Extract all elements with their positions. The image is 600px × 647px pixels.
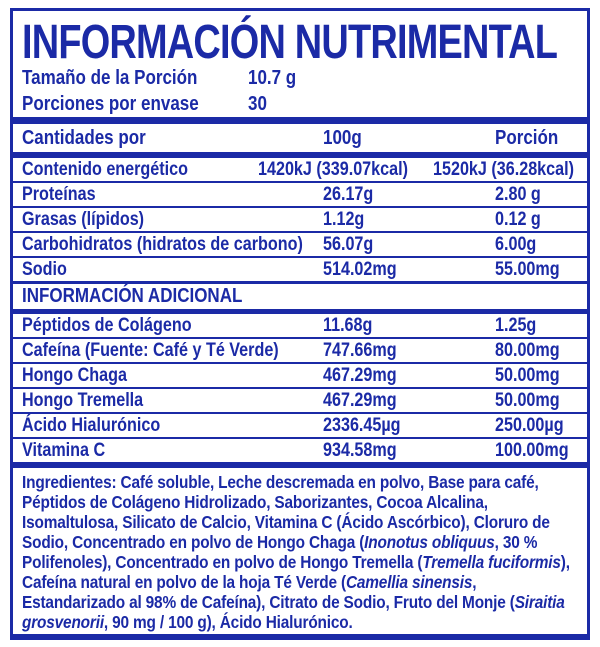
column-header-portion: Porción (495, 126, 559, 149)
row-per100-value: 1420kJ (339.07kcal) (258, 158, 408, 180)
row-portion-value: 55.00mg (495, 258, 560, 280)
table-row (22, 389, 578, 412)
row-label: Carbohidratos (hidratos de carbono) (22, 233, 303, 255)
additional-section-header (22, 284, 578, 309)
row-label: Péptidos de Colágeno (22, 314, 192, 336)
row-per100-value: 467.29mg (323, 389, 397, 411)
row-portion-value: 80.00mg (495, 339, 560, 361)
table-row (22, 314, 578, 337)
page-title (22, 16, 578, 69)
row-per100-value: 514.02mg (323, 258, 397, 280)
row-per100-value: 56.07g (323, 233, 374, 255)
row-portion-value: 0.12 g (495, 208, 541, 230)
row-portion-value: 1.25g (495, 314, 537, 336)
ingredients-paragraph: Ingredientes: Café soluble, Leche descremada en polvo, Base para café, Péptidos de Colágeno Hidrolizado, Saborizantes, Cocoa Alcalina, Isomaltulosa, Silicato de Calcio, Vitamina C (Ácido Ascórbico), Cloruro de Sodio, Concentrado en polvo de Hongo Chaga (Inonotus obliquus, 30 % Polifenoles), Concentrado en polvo de Hongo Tremella (Tremella fuciformis), Cafeína natural en polvo de la hoja Té Verde (Camellia sinensis, Estandarizado al 98% de Cafeína), Citrato de Sodio, Fruto del Monje (Siraitia grosvenorii, 90 mg / 100 g), Ácido Hialurónico. (22, 472, 570, 632)
servings-per-container-value: 30 (248, 92, 267, 115)
row-per100-value: 11.68g (323, 314, 373, 336)
row-label: Ácido Hialurónico (22, 414, 161, 436)
servings-per-container-label: Porciones por envase (22, 92, 199, 115)
row-per100-value: 26.17g (323, 183, 374, 205)
serving-size-label: Tamaño de la Porción (22, 66, 198, 89)
nutrition-label (10, 8, 590, 640)
row-per100-value: 934.58mg (323, 439, 397, 461)
column-header-amounts: Cantidades por (22, 126, 146, 149)
row-label: Contenido energético (22, 158, 189, 180)
servings-per-container-row (22, 91, 578, 117)
row-per100-value: 1.12g (323, 208, 365, 230)
table-row (22, 339, 578, 362)
row-portion-value: 2.80 g (495, 183, 541, 205)
row-portion-value: 6.00g (495, 233, 537, 255)
row-label: Sodio (22, 258, 67, 280)
table-row (22, 258, 578, 281)
row-label: Hongo Chaga (22, 364, 127, 386)
row-portion-value: 50.00mg (495, 364, 560, 386)
row-label: Cafeína (Fuente: Café y Té Verde) (22, 339, 279, 361)
table-header-row (22, 124, 578, 152)
row-portion-value: 50.00mg (495, 389, 560, 411)
table-row (22, 208, 578, 231)
table-row (22, 158, 578, 181)
page-title-text: INFORMACIÓN NUTRIMENTAL (22, 16, 558, 69)
row-portion-value: 100.00mg (495, 439, 569, 461)
column-header-100g: 100g (323, 126, 362, 149)
additional-section-title: INFORMACIÓN ADICIONAL (22, 285, 243, 307)
divider-thick (13, 117, 587, 124)
row-label: Grasas (lípidos) (22, 208, 145, 230)
table-row (22, 233, 578, 256)
row-portion-value: 250.00µg (495, 414, 564, 436)
table-row (22, 183, 578, 206)
row-portion-value: 1520kJ (36.28kcal) (433, 158, 574, 180)
table-row (22, 439, 578, 462)
row-per100-value: 467.29mg (323, 364, 397, 386)
row-label: Vitamina C (22, 439, 106, 461)
row-label: Hongo Tremella (22, 389, 144, 411)
row-per100-value: 2336.45µg (323, 414, 401, 436)
table-row (22, 364, 578, 387)
row-per100-value: 747.66mg (323, 339, 397, 361)
serving-size-value: 10.7 g (248, 66, 297, 89)
row-label: Proteínas (22, 183, 96, 205)
table-row (22, 414, 578, 437)
